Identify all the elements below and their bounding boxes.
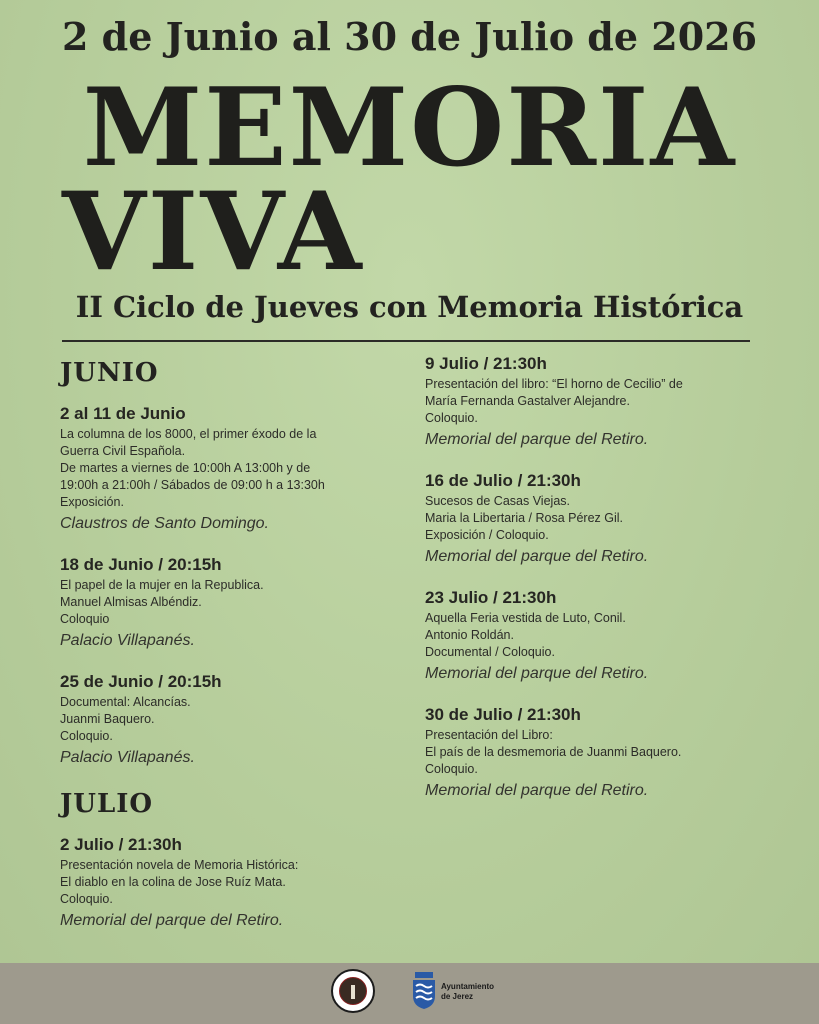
event-detail-line: El diablo en la colina de Jose Ruíz Mata. <box>60 875 286 889</box>
event-title: 25 de Junio / 20:15h <box>60 672 222 691</box>
event-detail-line: Juanmi Baquero. <box>60 712 155 726</box>
event-venue: Memorial del parque del Retiro. <box>60 912 284 929</box>
jerez-coat-of-arms-icon <box>411 970 437 1010</box>
event-detail-line: La columna de los 8000, el primer éxodo de la <box>60 427 317 441</box>
event-detail-line: Sucesos de Casas Viejas. <box>425 494 570 508</box>
event-detail-line: El país de la desmemoria de Juanmi Baquero. <box>425 745 682 759</box>
event-dates-heading: 2 de Junio al 30 de Julio de 2026 <box>61 14 758 59</box>
event-detail-line: Exposición. <box>60 495 124 509</box>
event-detail-line: Guerra Civil Española. <box>60 444 186 458</box>
month-heading-julio: JULIO <box>60 789 154 819</box>
event-detail-line: Maria la Libertaria / Rosa Pérez Gil. <box>425 511 623 525</box>
event-detail-line: Coloquio. <box>60 729 113 743</box>
memory-association-seal-icon <box>331 969 375 1013</box>
event-item <box>60 835 420 932</box>
divider <box>62 340 750 342</box>
title-line-1: MEMORIA <box>82 65 737 191</box>
event-title: 2 al 11 de Junio <box>60 404 186 423</box>
event-detail-line: Documental: Alcancías. <box>60 695 191 709</box>
right-column <box>425 354 785 822</box>
ayuntamiento-label <box>441 982 494 1002</box>
ayuntamiento-line-2: de Jerez <box>441 992 474 1001</box>
event-venue: Memorial del parque del Retiro. <box>425 665 649 682</box>
event-detail-line: Presentación del Libro: <box>425 728 553 742</box>
julio-event-list <box>60 835 420 932</box>
event-detail-line: Aquella Feria vestida de Luto, Conil. <box>425 611 626 625</box>
event-item <box>60 404 420 535</box>
event-detail-line: Presentación novela de Memoria Histórica: <box>60 858 299 872</box>
event-detail-line: Exposición / Coloquio. <box>425 528 549 542</box>
month-heading-junio: JUNIO <box>60 358 159 388</box>
event-detail-line: Documental / Coloquio. <box>425 645 555 659</box>
event-detail-line: Coloquio <box>60 612 110 626</box>
event-venue: Memorial del parque del Retiro. <box>425 431 649 448</box>
left-column <box>60 352 420 952</box>
event-title: 9 Julio / 21:30h <box>425 354 547 373</box>
tree-icon <box>351 985 355 999</box>
event-item <box>425 471 785 568</box>
event-item <box>60 672 420 769</box>
subtitle: II Ciclo de Jueves con Memoria Histórica <box>75 290 744 324</box>
event-venue: Palacio Villapanés. <box>60 632 195 649</box>
junio-event-list <box>60 404 420 769</box>
event-title: 30 de Julio / 21:30h <box>425 705 581 724</box>
event-detail-line: Antonio Roldán. <box>425 628 514 642</box>
footer-bar <box>0 963 819 1024</box>
event-item <box>425 588 785 685</box>
event-title: 18 de Junio / 20:15h <box>60 555 222 574</box>
event-item <box>425 354 785 451</box>
event-venue: Memorial del parque del Retiro. <box>425 548 649 565</box>
event-detail-line: Coloquio. <box>425 411 478 425</box>
event-title: 2 Julio / 21:30h <box>60 835 182 854</box>
event-detail-line: María Fernanda Gastalver Alejandre. <box>425 394 630 408</box>
event-detail-line: El papel de la mujer en la Republica. <box>60 578 264 592</box>
event-title: 23 Julio / 21:30h <box>425 588 557 607</box>
event-detail-line: 19:00h a 21:00h / Sábados de 09:00 h a 13:30h <box>60 478 325 492</box>
event-item <box>60 555 420 652</box>
event-detail-line: Coloquio. <box>60 892 113 906</box>
title-line-2: VIVA <box>62 169 364 295</box>
event-title: 16 de Julio / 21:30h <box>425 471 581 490</box>
event-item <box>425 705 785 802</box>
event-detail-line: Manuel Almisas Albéndiz. <box>60 595 202 609</box>
event-detail-line: Coloquio. <box>425 762 478 776</box>
right-event-list <box>425 354 785 802</box>
event-venue: Memorial del parque del Retiro. <box>425 782 649 799</box>
event-detail-line: De martes a viernes de 10:00h A 13:00h y de <box>60 461 311 475</box>
ayuntamiento-line-1: Ayuntamiento <box>441 982 495 991</box>
event-detail-line: Presentación del libro: “El horno de Cecilio” de <box>425 377 683 391</box>
event-venue: Claustros de Santo Domingo. <box>60 515 269 532</box>
event-venue: Palacio Villapanés. <box>60 749 195 766</box>
